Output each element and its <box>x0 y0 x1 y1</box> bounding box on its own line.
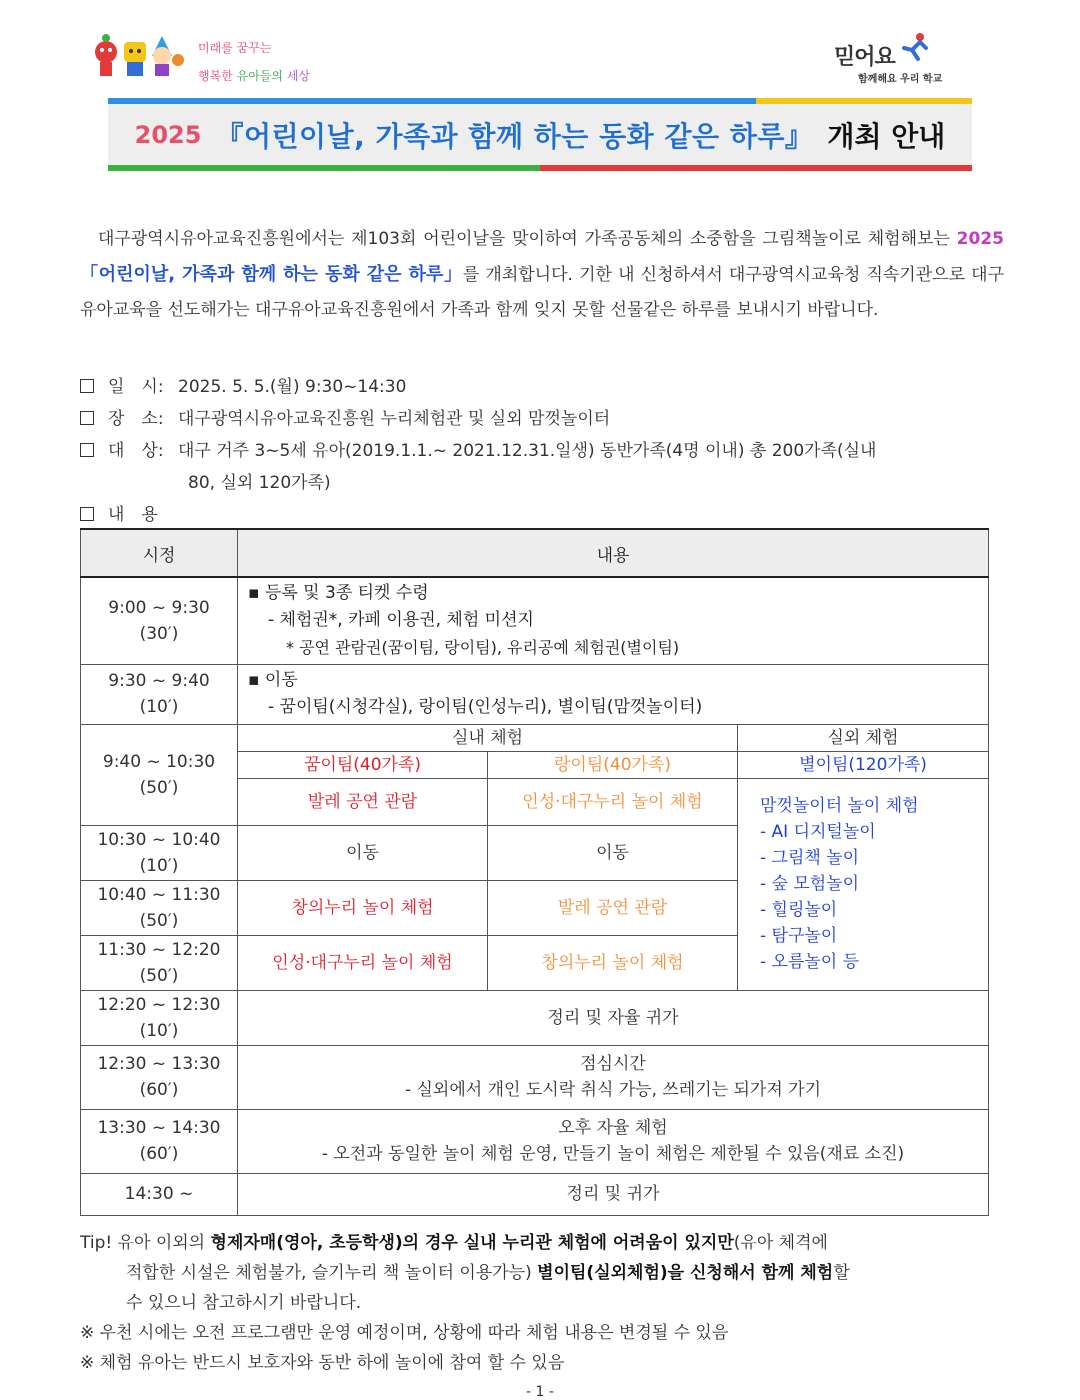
time-range: 12:30 ~ 13:30 <box>97 1054 221 1074</box>
content-cell: 정리 및 귀가 <box>238 1173 989 1215</box>
slogan-word-happy: 행복한 <box>198 69 233 83</box>
rain-note: ※ 우천 시에는 오전 프로그램만 운영 예정이며, 상황에 따라 체험 내용은 변경될 수 있음 <box>80 1323 729 1343</box>
school-logo <box>828 30 958 86</box>
rangi-activity: 창의누리 놀이 체험 <box>488 935 738 990</box>
rangi-activity: 인성·대구누리 놀이 체험 <box>488 778 738 825</box>
content-line: - 체험권*, 카페 이용권, 체험 미션지 <box>268 610 534 631</box>
time-duration: (50′) <box>139 965 179 986</box>
list-item: - 오름놀이 등 <box>760 952 860 972</box>
slogan-line2 <box>198 62 310 90</box>
kkumi-activity: 이동 <box>238 825 488 880</box>
slogan-line1: 미래를 꿈꾸는 <box>198 41 272 55</box>
tip-text: (유아 체격에 <box>733 1233 828 1253</box>
runner-icon <box>898 32 932 62</box>
info-date <box>80 372 406 397</box>
time-duration: (10′) <box>139 1020 179 1041</box>
table-row <box>81 577 989 664</box>
checkbox-icon <box>80 411 94 425</box>
intro-year: 2025 <box>956 229 1004 249</box>
table-row <box>81 664 989 724</box>
list-item: 맘껏놀이터 놀이 체험 <box>760 796 919 816</box>
info-place <box>80 404 610 429</box>
mascot-logo <box>92 30 192 80</box>
team-rangi: 랑이팀(40가족) <box>488 751 738 778</box>
time-range: 12:20 ~ 12:30 <box>97 994 221 1015</box>
time-range: 10:30 ~ 10:40 <box>97 829 221 850</box>
content-line: 점심시간 <box>580 1054 646 1074</box>
table-row <box>81 1045 989 1109</box>
time-cell <box>81 825 238 880</box>
intro-text-1: 대구광역시유아교육진흥원에서는 제103회 어린이날을 맞이하여 가족공동체의 소중함을 그림책놀이로 체험해보는 <box>98 229 957 249</box>
checkbox-icon <box>80 443 94 457</box>
time-duration: (50′) <box>139 910 179 931</box>
tip-text: Tip! 유아 이외의 <box>80 1233 211 1253</box>
time-range: 9:00 ~ 9:30 <box>108 597 210 618</box>
time-cell <box>81 1045 238 1109</box>
page-number: - 1 - <box>526 1384 554 1400</box>
time-duration: (60′) <box>139 1080 179 1100</box>
content-line: ▪ 이동 <box>248 670 298 690</box>
time-cell <box>81 990 238 1045</box>
table-row <box>81 990 989 1045</box>
indoor-label: 실내 체험 <box>238 724 738 751</box>
time-cell <box>81 880 238 935</box>
schedule-table <box>80 528 989 1216</box>
content-cell <box>238 664 989 724</box>
info-place-value: 대구광역시유아교육진흥원 누리체험관 및 실외 맘껏놀이터 <box>178 409 611 429</box>
kkumi-activity: 발레 공연 관람 <box>238 778 488 825</box>
info-place-label: 장 소: <box>108 409 164 429</box>
time-range: 9:30 ~ 9:40 <box>108 671 210 691</box>
checkbox-icon <box>80 379 94 393</box>
list-item: - 그림책 놀이 <box>760 848 860 868</box>
table-row <box>81 1109 989 1173</box>
slogan <box>198 34 310 90</box>
intro-text-2: 를 개최합니다. 기한 내 신청하셔서 대구광역시교육청 직속기관으로 대구유아교육을 선도해가는 대구유아교육진흥원에서 가족과 함께 잊지 못할 선물같은 하루를 보내시기 바랍니다. <box>80 265 1004 320</box>
content-line: - 꿈이팀(시청각실), 랑이팀(인성누리), 별이팀(맘껏놀이터) <box>268 697 703 717</box>
title-main: 『어린이날, 가족과 함께 하는 동화 같은 하루』 <box>215 119 814 153</box>
time-range: 13:30 ~ 14:30 <box>97 1118 221 1138</box>
content-cell <box>238 1109 989 1173</box>
time-cell <box>81 577 238 664</box>
content-cell: 정리 및 자율 귀가 <box>238 990 989 1045</box>
header-time: 시정 <box>81 529 238 577</box>
school-logo-main: 믿어요 <box>834 45 895 70</box>
tip-note <box>80 1228 1004 1258</box>
page-title <box>108 104 972 165</box>
info-target <box>80 436 876 461</box>
slogan-word-children: 유아들의 <box>236 69 283 83</box>
tip-bold: 별이팀(실외체험)을 신청해서 함께 체험 <box>537 1263 834 1283</box>
info-target-label: 대 상: <box>108 441 164 461</box>
table-row-section <box>81 724 989 751</box>
title-bottom-bar <box>108 165 972 171</box>
team-kkumi: 꿈이팀(40가족) <box>238 751 488 778</box>
outdoor-label: 실외 체험 <box>738 724 989 751</box>
kkumi-activity: 창의누리 놀이 체험 <box>238 880 488 935</box>
time-duration: (30′) <box>139 623 179 644</box>
tip-note-cont: 수 있으니 참고하시기 바랍니다. <box>126 1293 362 1313</box>
tip-note-cont <box>80 1258 1004 1288</box>
content-line: - 오전과 동일한 놀이 체험 운영, 만들기 놀이 체험은 제한될 수 있음(재료 소진) <box>321 1144 905 1164</box>
time-cell <box>81 935 238 990</box>
title-year: 2025 <box>134 120 202 149</box>
tip-text: 할 <box>833 1263 850 1283</box>
time-duration: (60′) <box>139 1144 179 1164</box>
list-item: - AI 디지털놀이 <box>760 822 876 842</box>
rangi-activity: 발레 공연 관람 <box>488 880 738 935</box>
info-target-value-1: 대구 거주 3~5세 유아(2019.1.1.~ 2021.12.31.일생) 동반가족(4명 이내) 총 200가족(실내 <box>178 441 877 461</box>
notes <box>80 1228 1004 1378</box>
info-target-cont <box>188 468 331 493</box>
time-duration: (10′) <box>139 855 179 876</box>
outdoor-activity-list <box>738 778 989 990</box>
header-content: 내용 <box>238 529 989 577</box>
table-header-row <box>81 529 989 577</box>
list-item: - 숲 모험놀이 <box>760 874 860 894</box>
time-cell <box>81 664 238 724</box>
content-cell <box>238 1045 989 1109</box>
time-cell <box>81 1109 238 1173</box>
time-duration: (50′) <box>139 777 179 798</box>
info-date-label: 일 시: <box>108 377 164 397</box>
time-range: 9:40 ~ 10:30 <box>102 751 216 772</box>
time-duration: (10′) <box>139 697 179 717</box>
info-target-value-2: 80, 실외 120가족) <box>188 473 331 493</box>
tip-text: 적합한 시설은 체험불가, 슬기누리 책 놀이터 이용가능) <box>126 1263 538 1283</box>
info-content-label: 내 용 <box>108 505 158 525</box>
table-row <box>81 1173 989 1215</box>
intro-highlight: 「어린이날, 가족과 함께 하는 동화 같은 하루」 <box>80 264 463 285</box>
list-item: - 탐구놀이 <box>760 926 838 946</box>
team-byeoli: 별이팀(120가족) <box>738 751 989 778</box>
content-line: - 실외에서 개인 도시락 취식 가능, 쓰레기는 되가져 가기 <box>404 1080 822 1100</box>
info-date-value: 2025. 5. 5.(월) 9:30~14:30 <box>178 377 407 397</box>
time-cell: 14:30 ~ <box>81 1173 238 1215</box>
rangi-activity: 이동 <box>488 825 738 880</box>
slogan-word-world: 세상 <box>286 69 310 83</box>
kkumi-activity: 인성·대구누리 놀이 체험 <box>238 935 488 990</box>
school-logo-sub: 함께해요 우리 학교 <box>858 74 943 85</box>
tip-bold: 형제자매(영아, 초등학생)의 경우 실내 누리관 체험에 어려움이 있지만 <box>210 1233 734 1253</box>
content-line: 오후 자율 체험 <box>558 1118 668 1138</box>
time-range: 11:30 ~ 12:20 <box>97 939 221 960</box>
title-tail: 개최 안내 <box>827 119 946 153</box>
time-cell <box>81 724 238 825</box>
checkbox-icon <box>80 507 94 521</box>
list-item: - 힐링놀이 <box>760 900 838 920</box>
content-cell <box>238 577 989 664</box>
content-line: * 공연 관람권(꿈이팀, 랑이팀), 유리공예 체험권(별이팀) <box>286 638 680 658</box>
time-range: 10:40 ~ 11:30 <box>97 884 221 905</box>
info-content <box>80 500 158 525</box>
guardian-note: ※ 체험 유아는 반드시 보호자와 동반 하에 놀이에 참여 할 수 있음 <box>80 1353 565 1373</box>
content-line: ▪ 등록 및 3종 티켓 수령 <box>248 583 429 604</box>
intro-paragraph <box>80 222 1004 328</box>
